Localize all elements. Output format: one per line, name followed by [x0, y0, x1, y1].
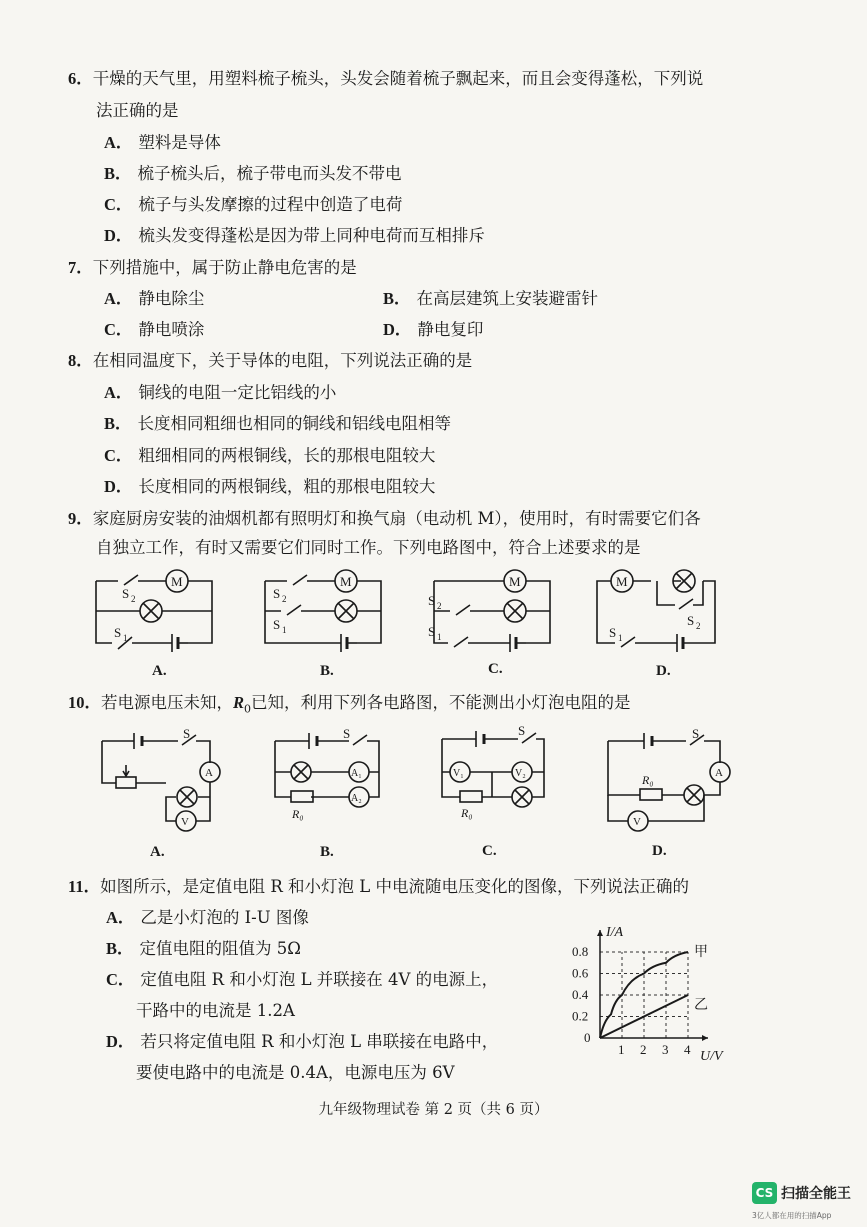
q11-option-d	[106, 1031, 498, 1053]
option-label: B．	[104, 414, 132, 433]
q10-caption-a: A.	[150, 844, 165, 860]
q9-circuit-diagrams	[80, 565, 730, 660]
option-label: D．	[106, 1032, 135, 1051]
q9-caption-b: B.	[320, 663, 334, 679]
option-label: B．	[104, 164, 132, 183]
q8-stem-text: 在相同温度下，关于导体的电阻，下列说法正确的是	[92, 351, 473, 370]
option-text: 在高层建筑上安装避雷针	[416, 289, 599, 308]
option-text: 干路中的电流是 1.2A	[136, 1001, 295, 1020]
q7-option-c	[104, 319, 204, 341]
option-text: 静电喷涂	[138, 320, 205, 339]
q8-stem	[68, 350, 472, 372]
switch-label: S	[428, 624, 436, 639]
r0-label: R₀	[292, 807, 304, 821]
voltmeter-v1-label: V₁	[453, 768, 464, 779]
q10-circuit-diagrams	[90, 725, 750, 845]
r0-resistor-icon	[460, 791, 482, 802]
q9-stem-text1: 家庭厨房安装的油烟机都有照明灯和换气扇（电动机 M），使用时，有时需要它们各	[92, 509, 701, 528]
option-text: 梳头发变得蓬松是因为带上同种电荷而互相排斥	[138, 226, 485, 245]
q10-number: 10．	[68, 693, 101, 712]
y-tick-label: 0.4	[572, 987, 589, 1002]
q6-option-a	[104, 132, 221, 154]
option-label: D．	[383, 320, 412, 339]
q6-number: 6．	[68, 69, 93, 88]
option-text: 若只将定值电阻 R 和小灯泡 L 串联接在电路中，	[140, 1032, 499, 1051]
q7-option-d	[383, 319, 483, 341]
q10-circuit-a	[102, 726, 220, 831]
page-footer: 九年级物理试卷 第 2 页（共 6 页）	[318, 1102, 549, 1118]
option-text: 长度相同的两根铜线，粗的那根电阻较大	[138, 477, 436, 496]
option-label: A．	[104, 383, 133, 402]
option-label: C．	[104, 446, 133, 465]
q10-stem-post: 已知，利用下列各电路图，不能测出小灯泡电阻的是	[251, 693, 631, 712]
scanner-logo-icon: CS	[752, 1182, 777, 1204]
voltmeter-label: V	[633, 816, 641, 828]
x-tick-label: 3	[662, 1042, 669, 1057]
y-axis-arrow	[597, 930, 603, 936]
option-text: 乙是小灯泡的 I-U 图像	[140, 908, 309, 927]
q8-option-b	[104, 413, 451, 435]
q9-number: 9．	[68, 509, 93, 528]
option-text: 静电除尘	[138, 289, 205, 308]
option-text: 铜线的电阻一定比铝线的小	[138, 383, 337, 402]
origin-label: 0	[584, 1030, 591, 1045]
switch-label: S	[428, 593, 436, 608]
subscript: 2	[696, 621, 701, 631]
q10-caption-c: C.	[482, 843, 497, 859]
option-label: C．	[104, 195, 133, 214]
switch-label: S	[343, 726, 351, 741]
motor-label: M	[616, 574, 628, 589]
option-text: 定值电阻 R 和小灯泡 L 并联接在 4V 的电源上，	[140, 970, 499, 989]
option-text: 塑料是导体	[138, 133, 221, 152]
scanner-app-tagline: 3亿人都在用的扫描App	[752, 1211, 832, 1220]
option-label: B．	[106, 939, 134, 958]
option-text: 长度相同粗细也相同的铜线和铝线电阻相等	[137, 414, 452, 433]
q6-option-d	[104, 225, 485, 247]
y-tick-label: 0.6	[572, 965, 589, 981]
option-text: 粗细相同的两根铜线，长的那根电阻较大	[138, 446, 436, 465]
rheostat-icon	[116, 777, 136, 788]
q7-option-a	[104, 288, 204, 310]
q10-stem	[68, 692, 631, 720]
option-label: A．	[106, 908, 135, 927]
y-axis-label: I/A	[606, 925, 624, 940]
q7-stem-text: 下列措施中，属于防止静电危害的是	[92, 258, 357, 277]
q6-stem-line2: 法正确的是	[96, 101, 179, 120]
switch-label: S	[609, 625, 617, 640]
option-label: C．	[104, 320, 133, 339]
option-label: D．	[104, 226, 133, 245]
q11-stem	[68, 876, 689, 898]
switch-label: S	[122, 586, 130, 601]
option-text: 定值电阻的阻值为 5Ω	[139, 939, 301, 958]
q11-stem-text: 如图所示，是定值电阻 R 和小灯泡 L 中电流随电压变化的图像，下列说法正确的	[100, 877, 689, 896]
q11-option-a	[106, 907, 309, 929]
x-tick-label: 2	[640, 1042, 647, 1057]
chart-axes	[597, 930, 708, 1041]
q11-option-b	[106, 938, 301, 960]
scanner-app-name: 扫描全能王	[781, 1186, 851, 1202]
option-label: A．	[104, 289, 133, 308]
motor-label: M	[340, 574, 352, 589]
subscript: 1	[282, 625, 287, 635]
subscript: 1	[123, 633, 128, 643]
option-label: A．	[104, 133, 133, 152]
q10-stem-pre: 若电源电压未知，	[101, 693, 233, 712]
x-tick-label: 4	[684, 1042, 691, 1057]
x-axis-arrow	[702, 1035, 708, 1041]
q10-circuit-b	[275, 726, 379, 821]
q10-circuit-d	[608, 726, 730, 831]
option-text: 梳子与头发摩擦的过程中创造了电荷	[138, 195, 403, 214]
q11-option-c	[106, 969, 498, 991]
subscript: 2	[282, 594, 287, 604]
q10-caption-b: B.	[320, 844, 334, 860]
r0-symbol: R	[233, 693, 245, 712]
q7-number: 7．	[68, 258, 93, 277]
option-text: 梳子梳头后，梳子带电而头发不带电	[137, 164, 402, 183]
q9-circuit-d	[597, 570, 715, 652]
q11-number: 11．	[68, 877, 101, 896]
q9-caption-c: C.	[488, 661, 503, 677]
subscript: 1	[618, 633, 623, 643]
ammeter-label: A	[205, 767, 213, 779]
option-text: 静电复印	[417, 320, 484, 339]
motor-label: M	[509, 574, 521, 589]
x-tick-label: 1	[618, 1042, 625, 1057]
q6-option-c	[104, 194, 402, 216]
r0-resistor-icon	[640, 789, 662, 800]
option-text: 要使电路中的电流是 0.4A，电源电压为 6V	[136, 1063, 455, 1082]
q7-option-b	[383, 288, 598, 310]
q8-option-a	[104, 382, 336, 404]
q9-caption-d: D.	[656, 663, 671, 679]
option-label: D．	[104, 477, 133, 496]
series-label-2: 乙	[694, 998, 708, 1013]
ammeter-a2-label: A₂	[351, 793, 362, 804]
q6-stem-text1: 干燥的天气里，用塑料梳子梳头，头发会随着梳子飘起来，而且会变得蓬松，下列说	[92, 69, 704, 88]
r0-resistor-icon	[291, 791, 313, 802]
ammeter-label: A	[715, 767, 723, 779]
subscript: 2	[437, 601, 442, 611]
q11-option-c-cont	[136, 1000, 295, 1022]
switch-label: S	[183, 726, 191, 741]
q9-circuit-a	[96, 570, 212, 652]
y-tick-label: 0.2	[572, 1008, 589, 1024]
x-axis-label: U/V	[700, 1049, 723, 1060]
switch-label: S	[518, 725, 526, 738]
subscript: 2	[131, 594, 136, 604]
option-label: B．	[383, 289, 411, 308]
r0-label: R₀	[642, 773, 654, 787]
motor-label: M	[171, 574, 183, 589]
switch-label: S	[687, 613, 695, 628]
q8-option-c	[104, 445, 435, 467]
iu-chart	[560, 920, 740, 1060]
r0-subscript: 0	[244, 702, 252, 716]
voltmeter-label: V	[181, 816, 189, 828]
q9-stem-line1	[68, 508, 701, 530]
q9-stem-line2: 自独立工作，有时又需要它们同时工作。下列电路图中，符合上述要求的是	[96, 538, 641, 557]
q10-circuit-c	[442, 725, 544, 820]
q9-circuit-c	[428, 570, 550, 652]
y-tick-label: 0.8	[572, 944, 589, 959]
subscript: 1	[437, 632, 442, 642]
voltmeter-v2-label: V₂	[515, 768, 526, 779]
q8-option-d	[104, 476, 435, 498]
q6-option-b	[104, 163, 402, 185]
q6-stem-line1	[68, 68, 703, 90]
series-label-1: 甲	[694, 945, 708, 960]
ammeter-a1-label: A₁	[351, 768, 362, 779]
q7-stem	[68, 257, 357, 279]
q10-caption-d: D.	[652, 843, 667, 859]
q9-circuit-b	[265, 570, 381, 652]
switch-label: S	[114, 625, 122, 640]
switch-label: S	[273, 586, 281, 601]
switch-label: S	[273, 617, 281, 632]
chart-grid	[600, 952, 688, 1038]
q11-option-d-cont	[136, 1062, 455, 1084]
option-label: C．	[106, 970, 135, 989]
q9-caption-a: A.	[152, 663, 167, 679]
q8-number: 8．	[68, 351, 93, 370]
chart-labels	[572, 925, 724, 1060]
switch-label: S	[692, 726, 700, 741]
r0-label: R₀	[461, 806, 473, 820]
